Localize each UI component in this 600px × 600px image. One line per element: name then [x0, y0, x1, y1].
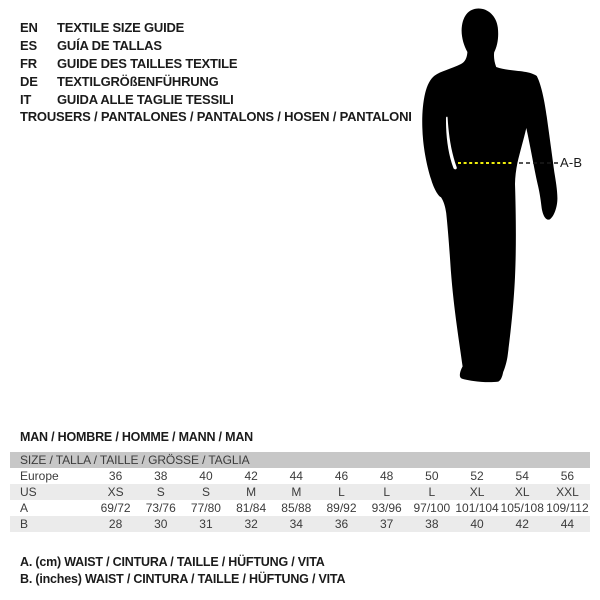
size-value-cell: 89/92: [326, 501, 357, 515]
language-row: [20, 37, 237, 55]
size-value-cell: L: [428, 485, 436, 499]
row-label: B: [20, 517, 29, 531]
size-value-cell: 36: [334, 517, 349, 531]
man-silhouette-shape: [422, 9, 557, 383]
language-code: FR: [20, 56, 37, 71]
language-code: ES: [20, 38, 37, 53]
size-value-cell: 54: [515, 469, 529, 483]
size-value-cell: 38: [154, 469, 168, 483]
waist-measure-label: A-B: [560, 155, 583, 170]
size-value-cell: 31: [199, 517, 213, 531]
size-value-cell: 28: [108, 517, 123, 531]
language-label: GUIDE DES TAILLES TEXTILE: [57, 56, 238, 71]
size-table: [10, 452, 590, 532]
size-value-cell: 42: [515, 517, 529, 531]
language-code: DE: [20, 74, 38, 89]
size-value-cell: L: [338, 485, 345, 499]
size-value-cell: S: [201, 485, 210, 499]
language-row: [20, 91, 237, 109]
size-table-row-b: [10, 516, 590, 532]
size-value-cell: XS: [107, 485, 124, 499]
size-value-cell: 97/100: [413, 501, 451, 515]
size-table-row-europe: [10, 468, 590, 484]
row-label: A: [20, 501, 29, 515]
language-row: [20, 19, 237, 37]
size-value-cell: XL: [514, 485, 530, 499]
row-label: US: [20, 485, 37, 499]
row-label: Europe: [20, 469, 59, 483]
size-value-cell: 101/104: [455, 501, 499, 515]
size-value-cell: 56: [560, 469, 575, 483]
size-value-cell: 36: [108, 469, 123, 483]
size-value-cell: 42: [244, 469, 258, 483]
language-label: TEXTILE SIZE GUIDE: [57, 20, 185, 35]
size-value-cell: M: [246, 485, 257, 499]
size-value-cell: 37: [379, 517, 394, 531]
language-list: [20, 19, 237, 109]
garment-title: TROUSERS / PANTALONES / PANTALONS / HOSEN / PANTALONI: [20, 109, 412, 124]
size-value-cell: 46: [334, 469, 349, 483]
size-value-cell: 40: [199, 469, 213, 483]
size-value-cell: 48: [379, 469, 394, 483]
size-value-cell: 81/84: [236, 501, 267, 515]
language-label: TEXTILGRÖßENFÜHRUNG: [57, 74, 219, 89]
size-table-body: [10, 468, 590, 532]
size-value-cell: 30: [154, 517, 168, 531]
size-value-cell: 77/80: [190, 501, 221, 515]
size-value-cell: 105/108: [500, 501, 544, 515]
language-row: [20, 73, 237, 91]
man-silhouette-icon: [395, 0, 600, 400]
size-value-cell: 40: [470, 517, 484, 531]
size-value-cell: M: [291, 485, 302, 499]
size-table-header: SIZE / TALLA / TAILLE / GRÖSSE / TAGLIA: [10, 452, 590, 468]
size-value-cell: 69/72: [100, 501, 131, 515]
footnote-line: B. (inches) WAIST / CINTURA / TAILLE / HÜFTUNG / VITA: [20, 572, 346, 586]
size-value-cell: XL: [469, 485, 485, 499]
language-label: GUIDA ALLE TAGLIE TESSILI: [57, 92, 234, 107]
size-table-row-us: [10, 484, 590, 500]
size-value-cell: S: [156, 485, 165, 499]
size-value-cell: 50: [425, 469, 439, 483]
figure-area: [395, 0, 600, 400]
language-row: [20, 55, 237, 73]
size-value-cell: L: [383, 485, 391, 499]
size-value-cell: 32: [244, 517, 258, 531]
size-value-cell: 44: [560, 517, 575, 531]
size-value-cell: XXL: [556, 485, 579, 499]
size-value-cell: 93/96: [371, 501, 402, 515]
gender-title: MAN / HOMBRE / HOMME / MANN / MAN: [20, 430, 253, 444]
size-value-cell: 44: [289, 469, 303, 483]
size-value-cell: 85/88: [281, 501, 312, 515]
size-value-cell: 38: [425, 517, 439, 531]
size-value-cell: 34: [289, 517, 303, 531]
footnote-line: A. (cm) WAIST / CINTURA / TAILLE / HÜFTUNG / VITA: [20, 555, 325, 569]
size-table-row-a: [10, 500, 590, 516]
size-value-cell: 73/76: [145, 501, 176, 515]
language-label: GUÍA DE TALLAS: [57, 38, 162, 53]
size-value-cell: 109/112: [546, 501, 589, 515]
size-value-cell: 52: [470, 469, 484, 483]
footnotes: [20, 554, 345, 588]
language-code: EN: [20, 20, 38, 35]
language-code: IT: [20, 92, 32, 107]
